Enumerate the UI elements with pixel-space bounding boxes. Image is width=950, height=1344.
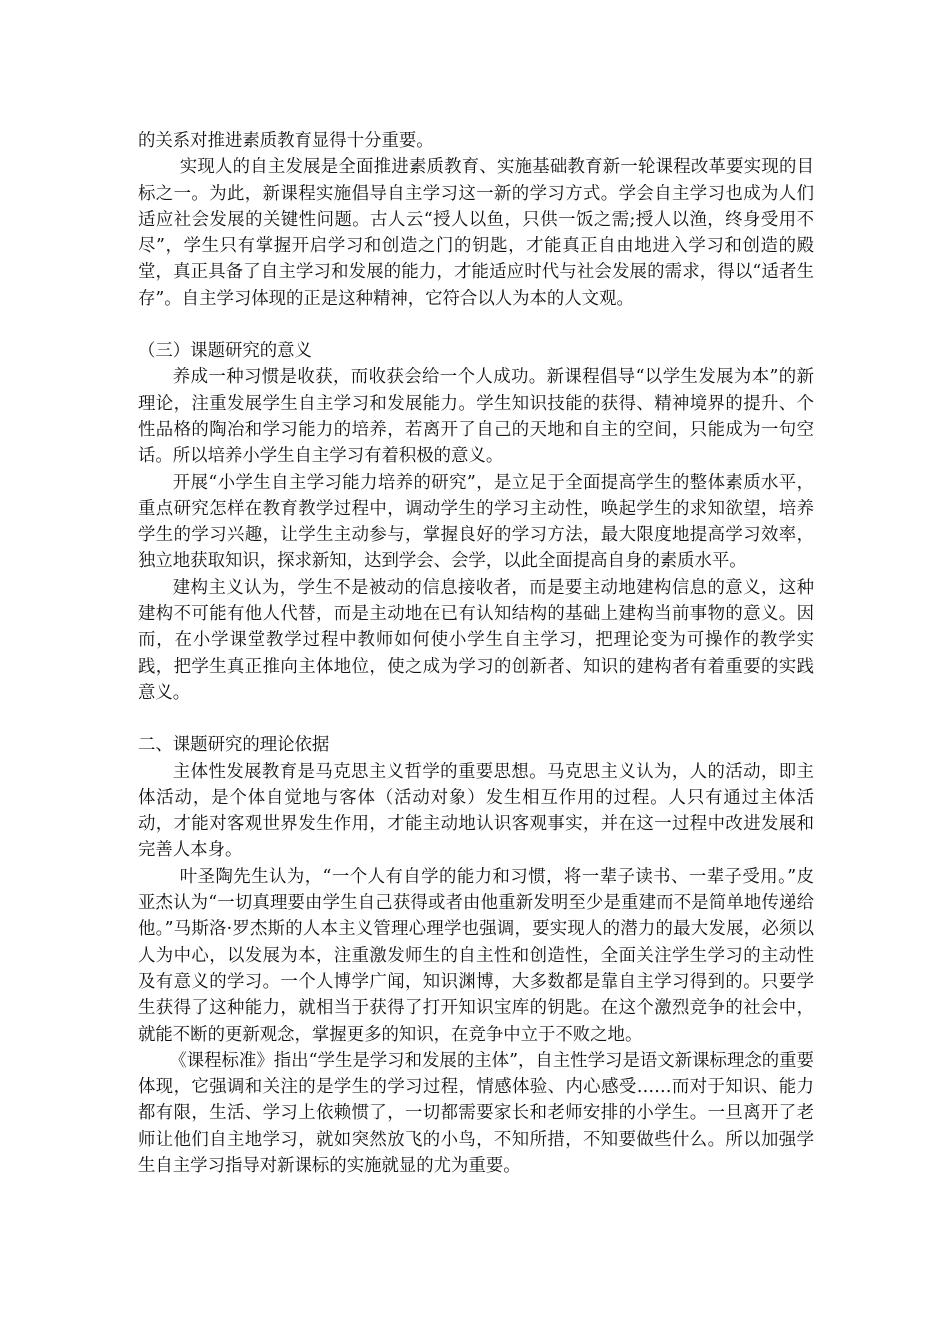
paragraph-curriculum-standard: 《课程标准》指出“学生是学习和发展的主体”，自主性学习是语文新课标理念的重要体现，它强调和关注的是学生的学习过程，情感体验、内心感受……而对于知识、能力都有限，生活、学习上依赖惯了，一切都需要家长和老师安排的小学生。一旦离开了老师让他们自主地学习，就如突然放飞的小鸟，不知所措，不知要做些什么。所以加强学生自主学习指导对新课标的实施就显的尤为重要。 <box>138 1050 814 1176</box>
paragraph-habit: 养成一种习惯是收获，而收获会给一个人成功。新课程倡导“以学生发展为本”的新理论，注重发展学生自主学习和发展能力。学生知识技能的获得、精神境界的提升、个性品格的陶冶和学习能力的培养，若离开了自己的天地和自主的空间，只能成为一句空话。所以培养小学生自主学习有着积极的意义。 <box>138 367 814 467</box>
document-body <box>138 128 814 1179</box>
paragraph-quotes: 叶圣陶先生认为，“一个人有自学的能力和习惯，将一辈子读书、一辈子受用。”皮亚杰认为“一切真理要由学生自己获得或者由他重新发明至少是重建而不是简单地传递给他。”马斯洛·罗杰斯的人本主义管理心理学也强调，要实现人的潜力的最大发展，必须以人为中心，以发展为本，注重激发师生的自主性和创造性，全面关注学生学习的主动性及有意义的学习。一个人博学广闻，知识渊博，大多数都是靠自主学习得到的。只要学生获得了这种能力，就相当于获得了打开知识宝库的钥匙。在这个激烈竞争的社会中，就能不断的更新观念，掌握更多的知识，在竞争中立于不败之地。 <box>138 866 814 1045</box>
paragraph-constructivism: 建构主义认为，学生不是被动的信息接收者，而是要主动地建构信息的意义，这种建构不可能有他人代替，而是主动地在已有认知结构的基础上建构当前事物的意义。因而，在小学课堂教学过程中教师如何使小学生自主学习，把理论变为可操作的教学实践，把学生真正推向主体地位，使之成为学习的创新者、知识的建构者有着重要的实践意义。 <box>138 577 814 703</box>
paragraph-subjectivity: 主体性发展教育是马克思主义哲学的重要思想。马克思主义认为，人的活动，即主体活动，是个体自觉地与客体（活动对象）发生相互作用的过程。人只有通过主体活动，才能对客观世界发生作用，才能主动地认识客观事实，并在这一过程中改进发展和完善人本身。 <box>138 761 814 861</box>
paragraph-research-aim: 开展“小学生自主学习能力培养的研究”，是立足于全面提高学生的整体素质水平，重点研究怎样在教育教学过程中，调动学生的学习主动性，唤起学生的求知欲望，培养学生的学习兴趣，让学生主动参与，掌握良好的学习方法，最大限度地提高学习效率，独立地获取知识，探求新知，达到学会、会学，以此全面提高自身的素质水平。 <box>138 472 814 572</box>
paragraph-autonomous-development: 实现人的自主发展是全面推进素质教育、实施基础教育新一轮课程改革要实现的目标之一。为此，新课程实施倡导自主学习这一新的学习方式。学会自主学习也成为人们适应社会发展的关键性问题。古人云“授人以鱼，只供一饭之需;授人以渔，终身受用不尽”，学生只有掌握开启学习和创造之门的钥匙，才能真正自由地进入学习和创造的殿堂，真正具备了自主学习和发展的能力，才能适应时代与社会发展的需求，得以“适者生存”。自主学习体现的正是这种精神，它符合以人为本的人文观。 <box>138 157 814 309</box>
paragraph-continued: 的关系对推进素质教育显得十分重要。 <box>138 131 434 151</box>
section-heading-significance: （三）课题研究的意义 <box>138 341 312 362</box>
section-heading-theory: 二、课题研究的理论依据 <box>138 735 330 756</box>
